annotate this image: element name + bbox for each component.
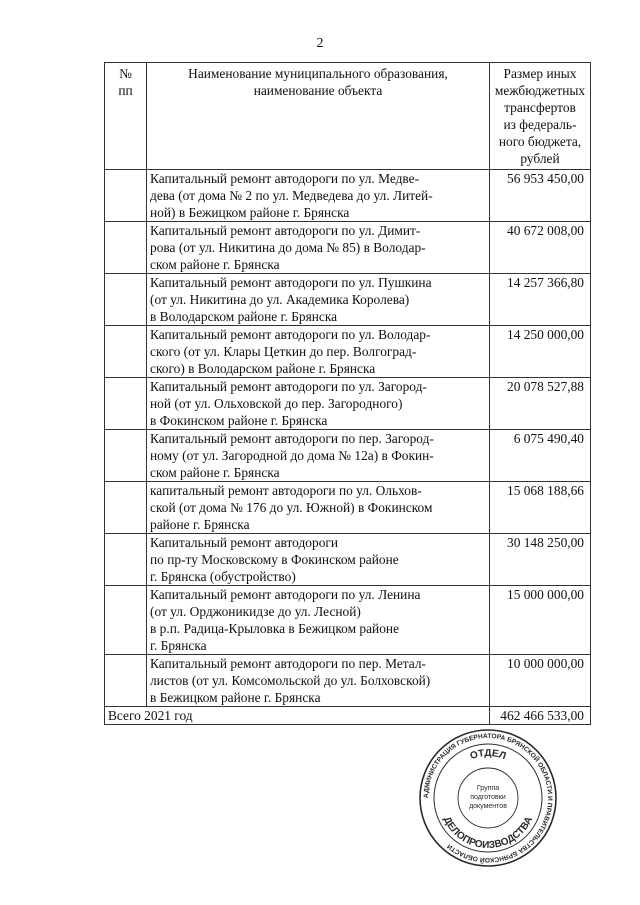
svg-text:ДЕЛОПРОИЗВОДСТВА bbox=[441, 815, 535, 851]
svg-text:ОТДЕЛ bbox=[469, 748, 508, 762]
row-number bbox=[105, 430, 147, 482]
row-object-name: Капитальный ремонт автодороги по ул. Медве- дева (от дома № 2 по ул. Медведева до ул. Литей- ной) в Бежицком районе г. Брянска bbox=[147, 170, 490, 222]
row-amount: 30 148 250,00 bbox=[490, 534, 591, 586]
table-row bbox=[105, 326, 591, 378]
row-amount: 15 000 000,00 bbox=[490, 586, 591, 655]
table-row bbox=[105, 222, 591, 274]
row-object-name: Капитальный ремонт автодороги по пер. Загород- ному (от ул. Загородной до дома № 12а) в Фокин- ском районе г. Брянска bbox=[147, 430, 490, 482]
stamp-ring-text: АДМИНИСТРАЦИЯ ГУБЕРНАТОРА БРЯНСКОЙ ОБЛАСТИ И ПРАВИТЕЛЬСТВА БРЯНСКОЙ ОБЛАСТИ bbox=[422, 732, 554, 864]
row-number bbox=[105, 222, 147, 274]
stamp-center-text bbox=[469, 785, 507, 810]
stamp-dept-bottom: ДЕЛОПРОИЗВОДСТВА bbox=[440, 814, 536, 852]
row-amount: 40 672 008,00 bbox=[490, 222, 591, 274]
total-label: Всего 2021 год bbox=[105, 707, 490, 725]
table-row bbox=[105, 378, 591, 430]
row-amount: 14 257 366,80 bbox=[490, 274, 591, 326]
row-amount: 6 075 490,40 bbox=[490, 430, 591, 482]
table-row bbox=[105, 274, 591, 326]
header-name: Наименование муниципального образования, наименование объекта bbox=[147, 63, 490, 170]
official-stamp bbox=[418, 728, 558, 868]
row-object-name: Капитальный ремонт автодороги по ул. Володар- ского (от ул. Клары Цеткин до пер. Волгоград- ского) в Володарском районе г. Брянска bbox=[147, 326, 490, 378]
total-amount: 462 466 533,00 bbox=[490, 707, 591, 725]
stamp-dept-top: ОТДЕЛ bbox=[468, 747, 508, 763]
table-row bbox=[105, 170, 591, 222]
row-object-name: Капитальный ремонт автодороги по пр-ту Московскому в Фокинском районе г. Брянска (обустройство) bbox=[147, 534, 490, 586]
table-row bbox=[105, 655, 591, 707]
stamp-center-line: документов bbox=[469, 803, 507, 810]
row-object-name: Капитальный ремонт автодороги по пер. Метал- листов (от ул. Комсомольской до ул. Болховской) в Бежицком районе г. Брянска bbox=[147, 655, 490, 707]
row-number bbox=[105, 655, 147, 707]
row-amount: 15 068 188,66 bbox=[490, 482, 591, 534]
table-row bbox=[105, 534, 591, 586]
stamp-center-line: Группа bbox=[476, 785, 500, 792]
stamp-center-line: подготовки bbox=[470, 794, 506, 801]
row-amount: 10 000 000,00 bbox=[490, 655, 591, 707]
row-number bbox=[105, 586, 147, 655]
table-row bbox=[105, 430, 591, 482]
total-row bbox=[105, 707, 591, 725]
row-amount: 20 078 527,88 bbox=[490, 378, 591, 430]
row-amount: 56 953 450,00 bbox=[490, 170, 591, 222]
row-object-name: Капитальный ремонт автодороги по ул. Димит- рова (от ул. Никитина до дома № 85) в Володар- ском районе г. Брянска bbox=[147, 222, 490, 274]
row-object-name: Капитальный ремонт автодороги по ул. Ленина (от ул. Орджоникидзе до ул. Лесной) в р.п. Радица-Крыловка в Бежицком районе г. Брянска bbox=[147, 586, 490, 655]
header-amount: Размер иных межбюджетных трансфертов из федераль- ного бюджета, рублей bbox=[490, 63, 591, 170]
table-row bbox=[105, 586, 591, 655]
header-number: № пп bbox=[105, 63, 147, 170]
table-row bbox=[105, 482, 591, 534]
row-number bbox=[105, 534, 147, 586]
row-number bbox=[105, 378, 147, 430]
row-number bbox=[105, 274, 147, 326]
row-object-name: Капитальный ремонт автодороги по ул. Пушкина (от ул. Никитина до ул. Академика Королева) в Володарском районе г. Брянска bbox=[147, 274, 490, 326]
transfers-table bbox=[104, 62, 591, 725]
row-amount: 14 250 000,00 bbox=[490, 326, 591, 378]
row-number bbox=[105, 326, 147, 378]
row-number bbox=[105, 170, 147, 222]
table-header-row bbox=[105, 63, 591, 170]
row-number bbox=[105, 482, 147, 534]
row-object-name: капитальный ремонт автодороги по ул. Ольхов- ской (от дома № 176 до ул. Южной) в Фокинском районе г. Брянска bbox=[147, 482, 490, 534]
row-object-name: Капитальный ремонт автодороги по ул. Загород- ной (от ул. Ольховской до пер. Загородного) в Фокинском районе г. Брянска bbox=[147, 378, 490, 430]
page-number: 2 bbox=[316, 36, 324, 51]
